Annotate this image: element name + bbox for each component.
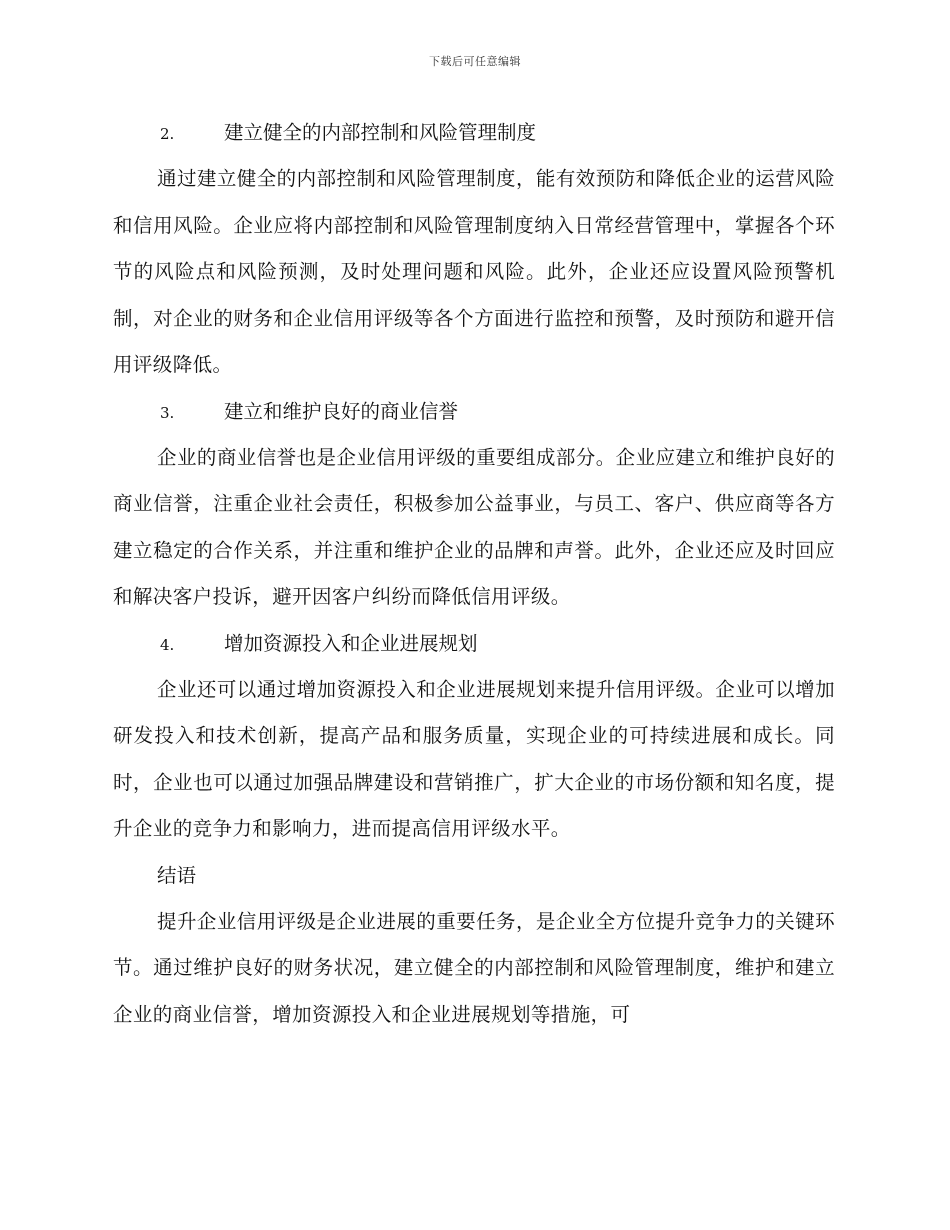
conclusion-paragraph: 提升企业信用评级是企业进展的重要任务，是企业全方位提升竞争力的关键环节。通过维护良好的财务状况，建立健全的内部控制和风险管理制度，维护和建立企业的商业信誉，增加资源投入和企业进展规划等措施，可 — [113, 909, 835, 1026]
section-heading-3 — [160, 389, 835, 435]
section-number: 3. — [160, 403, 175, 422]
section-number: 4. — [160, 635, 175, 654]
conclusion-heading: 结语 — [157, 863, 197, 887]
section-paragraph: 企业的商业信誉也是企业信用评级的重要组成部分。企业应建立和维护良好的商业信誉，注重企业社会责任，积极参加公益事业，与员工、客户、供应商等各方建立稳定的合作关系，并注重和维护企业的品牌和声誉。此外，企业还应及时回应和解决客户投诉，避开因客户纠纷而降低信用评级。 — [113, 445, 835, 608]
section-heading-4 — [160, 621, 835, 667]
section-number: 2. — [160, 125, 175, 143]
section-heading-2 — [160, 110, 835, 156]
page-header: 下载后可任意编辑 — [429, 55, 521, 68]
section-paragraph: 通过建立健全的内部控制和风险管理制度，能有效预防和降低企业的运营风险和信用风险。企业应将内部控制和风险管理制度纳入日常经营管理中，掌握各个环节的风险点和风险预测，及时处理问题和风险。此外，企业还应设置风险预警机制，对企业的财务和企业信用评级等各个方面进行监控和预警，及时预防和避开信用评级降低。 — [113, 167, 835, 376]
section-paragraph: 企业还可以通过增加资源投入和企业进展规划来提升信用评级。企业可以增加研发投入和技术创新，提高产品和服务质量，实现企业的可持续进展和成长。同时，企业也可以通过加强品牌建设和营销推广，扩大企业的市场份额和知名度，提升企业的竞争力和影响力，进而提高信用评级水平。 — [113, 677, 835, 840]
document-body — [113, 110, 835, 1038]
section-title: 增加资源投入和企业进展规划 — [224, 631, 478, 655]
section-title: 建立和维护良好的商业信誉 — [224, 399, 459, 423]
section-title: 建立健全的内部控制和风险管理制度 — [224, 121, 537, 144]
